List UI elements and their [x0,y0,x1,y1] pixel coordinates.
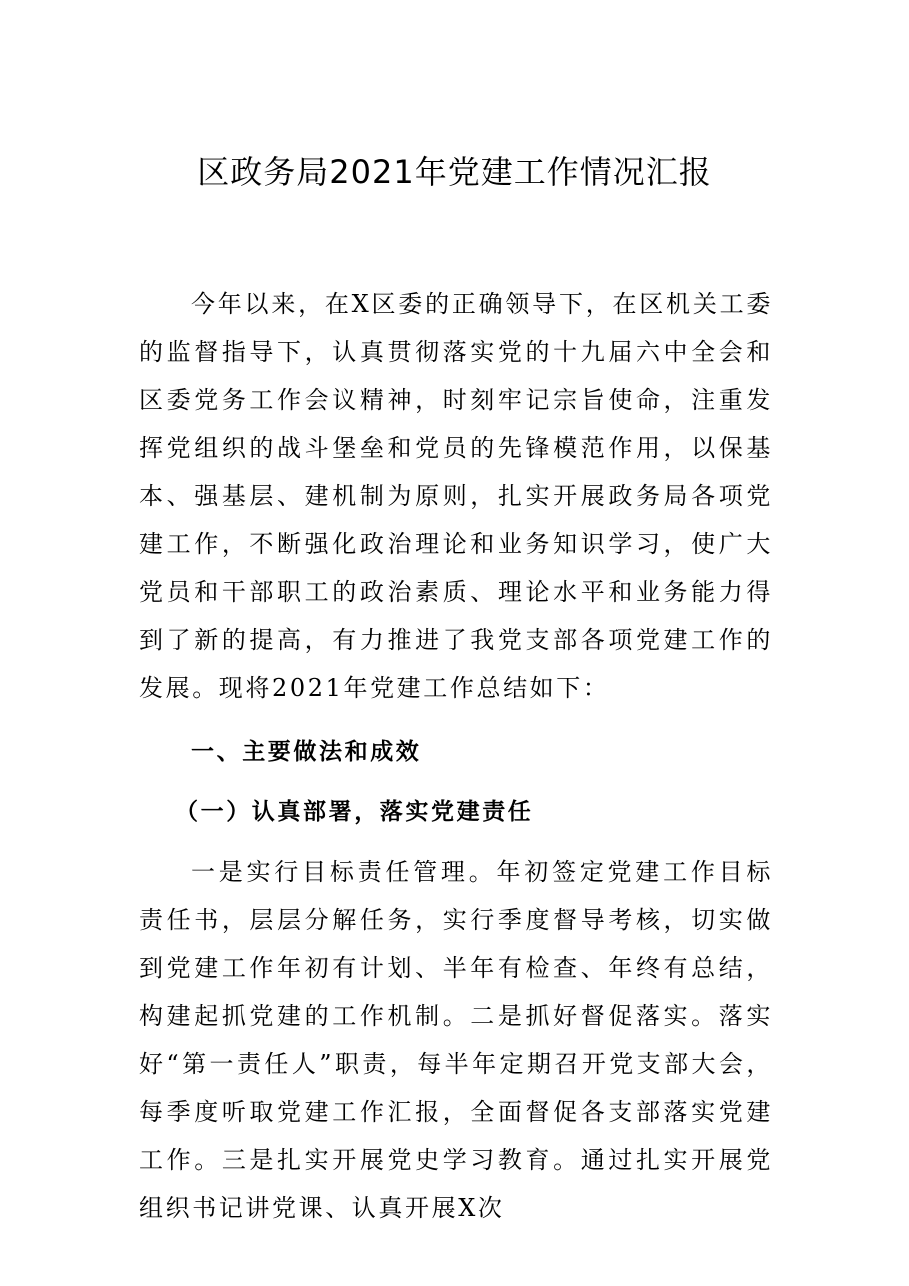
document-body [139,280,773,1232]
subsection-heading-party-responsibility: （一）认真部署，落实党建责任 [175,799,534,825]
document-title: 区政务局2021年党建工作情况汇报 [197,153,712,191]
intro-paragraph: 今年以来，在X区委的正确领导下，在区机关工委的监督指导下，认真贯彻落实党的十九届六中全会和区委党务工作会议精神，时刻牢记宗旨使命，注重发挥党组织的战斗堡垒和党员的先锋模范作用，以保基本、强基层、建机制为原则，扎实开展政务局各项党建工作，不断强化政治理论和业务知识学习，使广大党员和干部职工的政治素质、理论水平和业务能力得到了新的提高，有力推进了我党支部各项党建工作的发展。现将2021年党建工作总结如下： [139,290,773,702]
section-heading-main-practices: 一、主要做法和成效 [191,739,422,765]
subsection-paragraph: 一是实行目标责任管理。年初签定党建工作目标责任书，层层分解任务，实行季度督导考核，切实做到党建工作年初有计划、半年有检查、年终有总结，构建起抓党建的工作机制。二是抓好督促落实。落实好“第一责任人”职责，每半年定期召开党支部大会，每季度听取党建工作汇报，全面督促各支部落实党建工作。三是扎实开展党史学习教育。通过扎实开展党组织书记讲党课、认真开展X次 [139,858,773,1222]
